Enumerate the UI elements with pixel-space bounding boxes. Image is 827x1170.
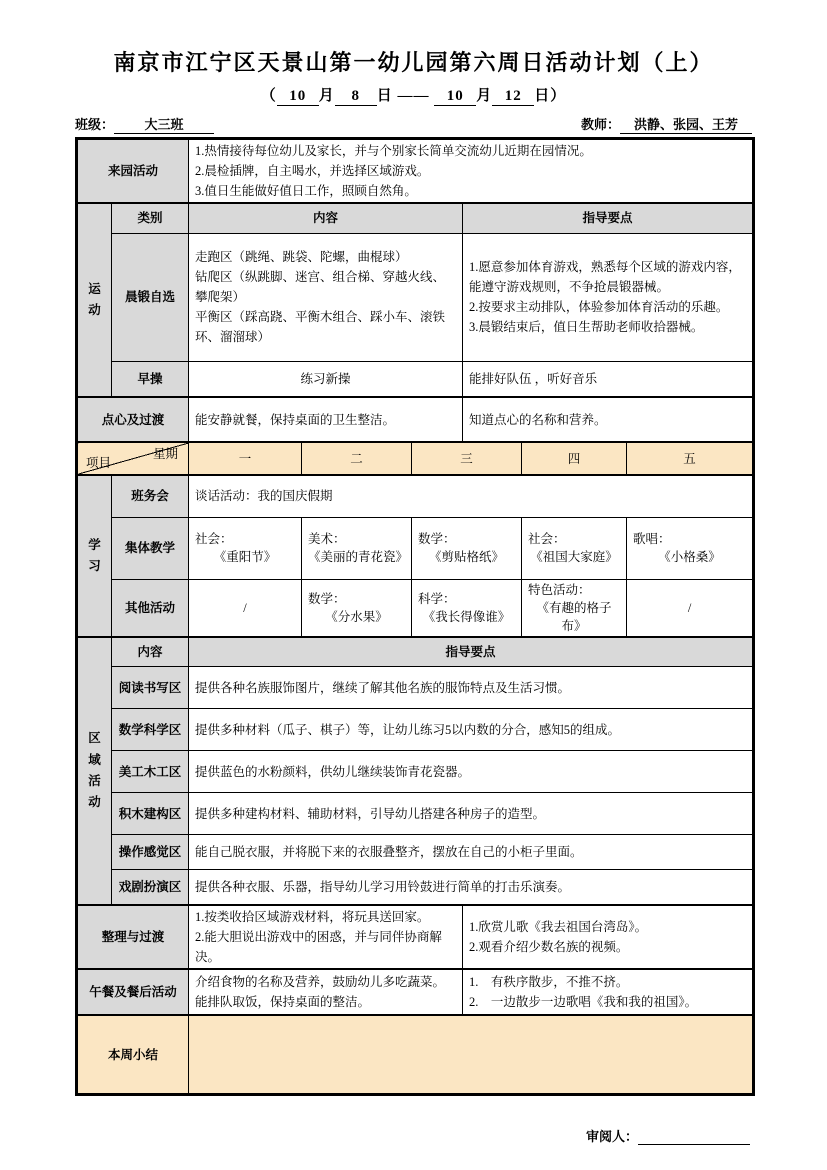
other-thu-cell [522,579,627,637]
sports-guidance-header: 指导要点 [463,203,754,233]
subject: 歌唱： [633,531,671,546]
activity-title: 《有趣的格子布》 [536,600,612,633]
page-title: 南京市江宁区天景山第一幼儿园第六周日活动计划（上） [113,50,714,75]
area-row-math-science [77,709,754,751]
weekday-thu: 四 [522,442,627,475]
summary-content [189,1015,754,1095]
arrival-label: 来园活动 [77,139,189,204]
class-meeting-label: 班务会 [112,475,189,517]
snack-label: 点心及过渡 [77,397,189,442]
snack-left: 能安静就餐，保持桌面的卫生整洁。 [189,397,463,442]
subject: 数学： [418,531,456,546]
class-field [75,114,214,134]
date-month1-label: 月 [318,88,335,104]
arrival-line-3: 3.值日生能做好值日工作，照顾自然角。 [195,184,417,198]
collective-teaching-row [77,517,754,579]
arrival-row [77,139,754,204]
tidy-right [463,905,754,969]
lunch-row [77,969,754,1015]
subject: 特色活动： [528,582,591,597]
collective-teaching-label: 集体教学 [112,517,189,579]
sports-category-header: 类别 [112,203,189,233]
arrival-line-2: 2.晨检插牌，自主喝水，并选择区域游戏。 [195,164,430,178]
date-day1-value: 8 [335,88,377,106]
area-text: 提供蓝色的水粉颜料，供幼儿继续装饰青花瓷器。 [189,751,754,793]
weekday-header-row [77,442,754,475]
weekly-plan-table [75,137,755,1096]
class-label: 班级： [75,117,115,132]
morning-exercise-row [77,233,754,361]
collective-mon-cell [189,517,302,579]
tidy-label: 整理与过渡 [77,905,189,969]
lunch-right-line-2: 2. 一边散步一边歌唱《我和我的祖国》。 [469,994,698,1009]
area-row-blocks [77,793,754,835]
morning-guidance-line-2: 2.按要求主动排队，体验参加体育活动的乐趣。 [469,300,729,314]
regional-section-label [77,637,112,905]
activity-title: 《小格桑》 [658,550,721,564]
date-day2-label: 日） [534,88,567,104]
subject: 社会： [195,531,233,546]
activity-title: 《重阳节》 [213,550,277,564]
summary-label: 本周小结 [77,1015,189,1095]
morning-content-line-3: 平衡区（踩高跷、平衡木组合、踩小车、滚铁环、溜溜球） [195,310,446,344]
meta-line [75,114,752,134]
teacher-label: 教师： [580,117,620,132]
class-value: 大三班 [114,114,214,134]
activity-title: 《祖国大家庭》 [530,550,618,564]
subject: 美术： [308,531,346,546]
drill-label: 早操 [112,361,189,397]
drill-row [77,361,754,397]
subject: 社会： [528,531,566,546]
sports-content-header: 内容 [189,203,463,233]
corner-item-label: 项目 [86,456,112,470]
drill-content: 练习新操 [189,361,463,397]
morning-content-line-2: 钻爬区（纵跳脚、迷宫、组合梯、穿越火线、攀爬架） [195,270,446,304]
weekday-wed: 三 [412,442,522,475]
area-text: 提供各种衣服、乐器，指导幼儿学习用铃鼓进行简单的打击乐演奏。 [189,870,754,905]
area-text: 提供各种名族服饰图片，继续了解其他名族的服饰特点及生活习惯。 [189,667,754,709]
date-day2-value: 12 [492,88,534,106]
date-open-paren: （ [260,88,277,104]
snack-row [77,397,754,442]
area-text: 能自己脱衣服，并将脱下来的衣服叠整齐，摆放在自己的小柜子里面。 [189,835,754,870]
tidy-right-line-2: 2.观看介绍少数名族的视频。 [469,939,629,954]
other-wed-cell [412,579,522,637]
regional-content-header: 内容 [112,637,189,667]
teacher-value: 洪静、张园、王芳 [620,114,752,134]
lunch-left-line-1: 介绍食物的名称及营养，鼓励幼儿多吃蔬菜。 [195,974,446,989]
area-label: 美工木工区 [112,751,189,793]
teacher-field [581,114,752,134]
lunch-left [189,969,463,1015]
reviewer-line [0,1126,750,1145]
arrival-content [189,139,754,204]
activity-title: / [687,600,692,615]
tidy-left-line-2: 2.能大胆说出游戏中的困惑，并与同伴协商解决。 [195,929,442,964]
activity-title: 《剪贴格纸》 [429,550,505,564]
weekday-mon: 一 [189,442,302,475]
date-month2-value: 10 [434,88,476,106]
date-month2-label: 月 [476,88,493,104]
learning-label-text: 学习 [88,537,101,573]
collective-wed-cell [412,517,522,579]
learning-section-label [77,475,112,637]
morning-guidance-line-1: 1.愿意参加体育游戏，熟悉每个区域的游戏内容，能遵守游戏规则，不争抢晨锻器械。 [469,260,741,294]
sports-label-text: 运动 [88,281,101,317]
class-meeting-content: 谈话活动：我的国庆假期 [189,475,754,517]
regional-header-row [77,637,754,667]
summary-row [77,1015,754,1095]
area-row-art-wood [77,751,754,793]
date-dash: —— [397,88,430,104]
area-row-reading [77,667,754,709]
area-label: 戏剧扮演区 [112,870,189,905]
class-meeting-row [77,475,754,517]
snack-right: 知道点心的名称和营养。 [463,397,754,442]
area-text: 提供多种建构材料、辅助材料，引导幼儿搭建各种房子的造型。 [189,793,754,835]
sports-header-row [77,203,754,233]
collective-tue-cell [302,517,412,579]
corner-week-label: 星期 [153,447,179,461]
morning-content-line-1: 走跑区（跳绳、跳袋、陀螺，曲棍球） [195,250,408,264]
tidy-right-line-1: 1.欣赏儿歌《我去祖国台湾岛》。 [469,919,648,934]
area-row-sensory [77,835,754,870]
lunch-right [463,969,754,1015]
regional-guidance-header: 指导要点 [189,637,754,667]
regional-label-text: 区域活动 [88,731,101,810]
sports-section-label [77,203,112,397]
subject: 数学： [308,591,346,606]
tidy-left-line-1: 1.按类收拾区域游戏材料，将玩具送回家。 [195,909,430,924]
activity-title: / [243,600,247,615]
other-tue-cell [302,579,412,637]
weekday-corner-cell [77,442,189,475]
morning-exercise-label: 晨锻自选 [112,233,189,361]
weekday-tue: 二 [302,442,412,475]
other-activities-label: 其他活动 [112,579,189,637]
other-mon-cell [189,579,302,637]
lunch-right-line-1: 1. 有秩序散步，不推不挤。 [469,974,629,989]
morning-exercise-content [189,233,463,361]
other-activities-row [77,579,754,637]
activity-title: 《分水果》 [325,609,388,624]
morning-guidance-line-3: 3.晨锻结束后，值日生帮助老师收拾器械。 [469,320,704,334]
date-day1-label: 日 [376,88,393,104]
area-label: 操作感觉区 [112,835,189,870]
lunch-label: 午餐及餐后活动 [77,969,189,1015]
reviewer-signature-line [638,1130,750,1145]
date-line [0,84,827,106]
area-label: 积木建构区 [112,793,189,835]
weekday-fri: 五 [627,442,754,475]
collective-thu-cell [522,517,627,579]
activity-title: 《我长得像谁》 [422,609,511,624]
morning-exercise-guidance [463,233,754,361]
subject: 科学： [418,591,456,606]
collective-fri-cell [627,517,754,579]
area-row-drama [77,870,754,905]
other-fri-cell [627,579,754,637]
arrival-line-1: 1.热情接待每位幼儿及家长，并与个别家长简单交流幼儿近期在园情况。 [195,144,592,158]
tidy-row [77,905,754,969]
activity-title: 《美丽的青花瓷》 [308,550,409,564]
reviewer-label: 审阅人： [585,1129,638,1145]
area-label: 阅读书写区 [112,667,189,709]
date-month1-value: 10 [277,88,319,106]
tidy-left [189,905,463,969]
area-text: 提供多种材料（瓜子、棋子）等，让幼儿练习5以内数的分合，感知5的组成。 [189,709,754,751]
area-label: 数学科学区 [112,709,189,751]
lunch-left-line-2: 能排队取饭，保持桌面的整洁。 [195,994,371,1009]
drill-guidance: 能排好队伍 ，听好音乐 [463,361,754,397]
